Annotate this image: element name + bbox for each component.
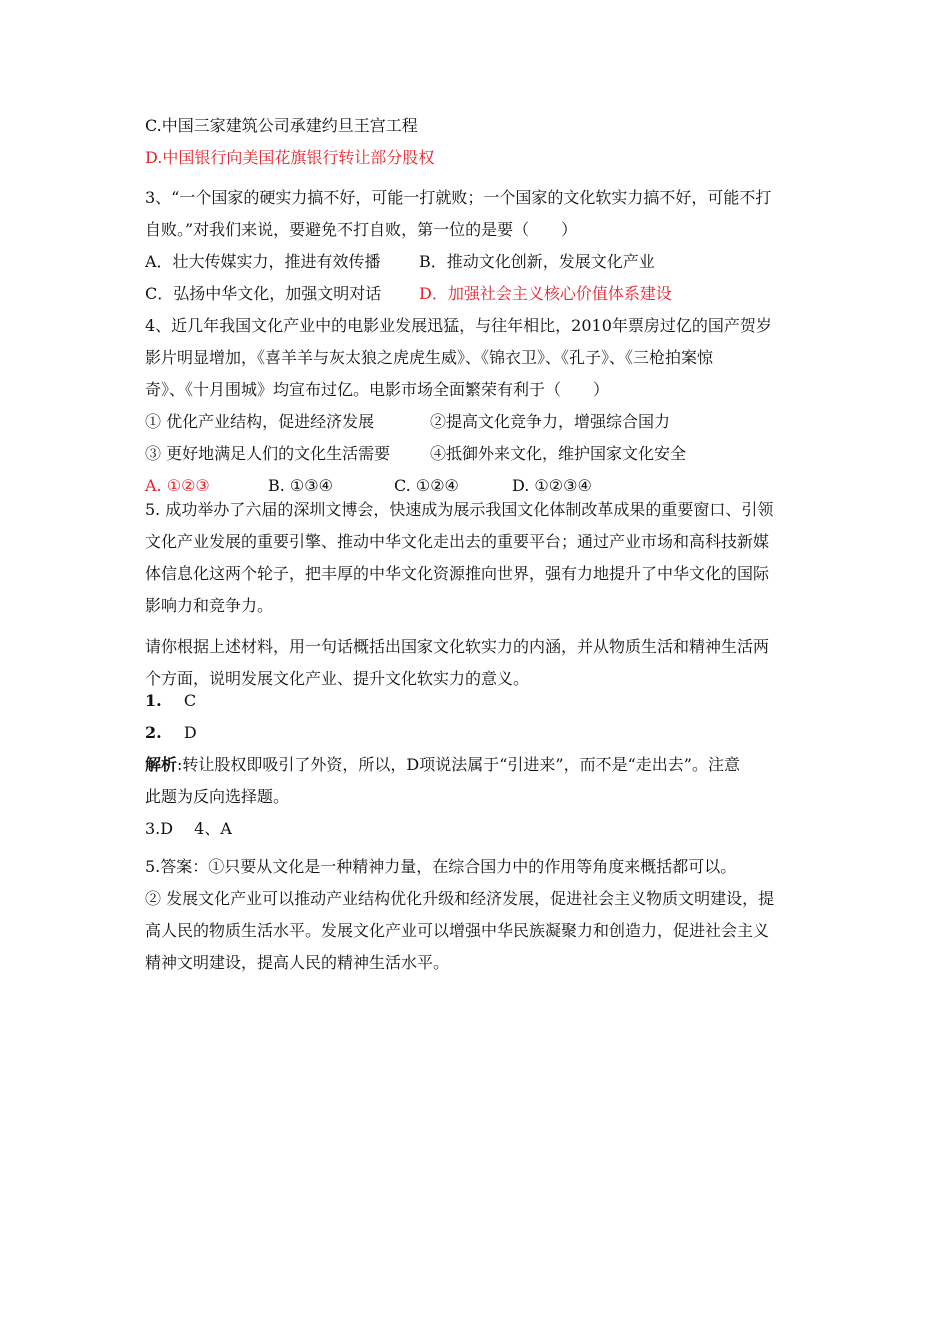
q5-material-line1: 5. 成功举办了六届的深圳文博会，快速成为展示我国文化体制改革成果的重要窗口、引领: [145, 500, 774, 519]
q5-question-line1: 请你根据上述材料，用一句话概括出国家文化软实力的内涵，并从物质生活和精神生活两: [145, 637, 770, 656]
q4-stem-line1: 4、近几年我国文化产业中的电影业发展迅猛，与往年相比，2010年票房过亿的国产贺岁: [145, 316, 772, 335]
q3-option-c: C．弘扬中华文化，加强文明对话: [145, 284, 382, 303]
q4-choice-a-answer: A. ①②③: [145, 476, 210, 495]
answer-2: [145, 722, 197, 744]
q3-stem-line2: 自败。”对我们来说，要避免不打自败，第一位的是要（ ）: [145, 220, 578, 239]
answer-1-value: C: [183, 691, 197, 710]
analysis-line2: 此题为反向选择题。: [145, 787, 290, 806]
q4-item-1: ① 优化产业结构，促进经济发展: [145, 412, 375, 431]
q3-option-d-answer: D．加强社会主义核心价值体系建设: [419, 284, 672, 303]
answer-3-4: 3.D 4、A: [145, 819, 232, 838]
q2-option-c: C.中国三家建筑公司承建约旦王宫工程: [145, 116, 418, 135]
answer-5-line1: 5.答案：①只要从文化是一种精神力量，在综合国力中的作用等角度来概括都可以。: [145, 857, 737, 876]
analysis-line1: [145, 754, 740, 776]
q4-stem-line3: 奇》、《十月围城》均宣布过亿。电影市场全面繁荣有利于（ ）: [145, 380, 610, 399]
q4-item-2: ②提高文化竞争力，增强综合国力: [430, 412, 671, 431]
q4-choice-b: B. ①③④: [268, 476, 333, 495]
q4-item-4: ④抵御外来文化，维护国家文化安全: [430, 444, 687, 463]
answer-1: [145, 690, 196, 712]
answer-2-value: D: [183, 723, 197, 742]
q4-stem-line2: 影片明显增加，《喜羊羊与灰太狼之虎虎生威》、《锦衣卫》、《孔子》、《三枪拍案惊: [145, 348, 714, 367]
analysis-label: 解析: [145, 755, 178, 774]
q5-material-line3: 体信息化这两个轮子，把丰厚的中华文化资源推向世界，强有力地提升了中华文化的国际: [145, 564, 770, 583]
answer-1-number: 1.: [145, 691, 162, 710]
q4-choice-d: D. ①②③④: [512, 476, 592, 495]
analysis-text: :转让股权即吸引了外资，所以，D项说法属于“引进来”，而不是“走出去”。注意: [177, 755, 740, 774]
answer-5-line3: 高人民的物质生活水平。发展文化产业可以增强中华民族凝聚力和创造力，促进社会主义: [145, 921, 770, 940]
q5-material-line4: 影响力和竞争力。: [145, 596, 274, 615]
q5-material-line2: 文化产业发展的重要引擎、推动中华文化走出去的重要平台；通过产业市场和高科技新媒: [145, 532, 770, 551]
q3-option-b: B．推动文化创新，发展文化产业: [419, 252, 655, 271]
q5-question-line2: 个方面，说明发展文化产业、提升文化软实力的意义。: [145, 669, 530, 688]
q2-option-d-answer: D.中国银行向美国花旗银行转让部分股权: [145, 148, 435, 167]
answer-5-line4: 精神文明建设，提高人民的精神生活水平。: [145, 953, 450, 972]
answer-2-number: 2.: [145, 723, 162, 742]
q3-stem-line1: 3、“一个国家的硬实力搞不好，可能一打就败；一个国家的文化软实力搞不好，可能不打: [145, 188, 772, 207]
q4-item-3: ③ 更好地满足人们的文化生活需要: [145, 444, 391, 463]
q3-option-a: A．壮大传媒实力，推进有效传播: [145, 252, 381, 271]
q4-choice-c: C. ①②④: [394, 476, 459, 495]
answer-5-line2: ② 发展文化产业可以推动产业结构优化升级和经济发展，促进社会主义物质文明建设，提: [145, 889, 775, 908]
